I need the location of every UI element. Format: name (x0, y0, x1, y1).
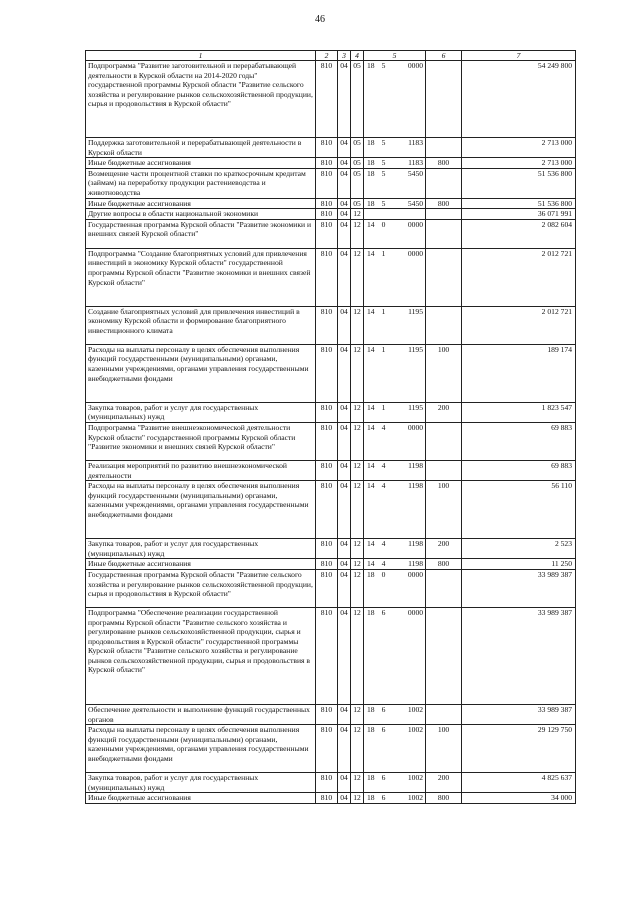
table-row (86, 607, 576, 704)
row-target-subprogram: 4 (378, 460, 390, 480)
row-target-direction: 1195 (390, 402, 426, 422)
row-name: Обеспечение деятельности и выполнение функций государственных органов (86, 704, 316, 724)
row-subsection: 05 (351, 138, 364, 158)
row-expense-type (426, 138, 462, 158)
row-name: Закупка товаров, работ и услуг для государственных (муниципальных) нужд (86, 773, 316, 793)
row-target-subprogram: 6 (378, 725, 390, 773)
row-name: Другие вопросы в области национальной экономики (86, 209, 316, 220)
row-target-subprogram: 4 (378, 539, 390, 559)
row-subsection: 12 (351, 402, 364, 422)
row-name: Расходы на выплаты персоналу в целях обеспечения выполнения функций государственными (муниципальными) органами, казенными учреждениями, органами управления государственными внебюджетными фондами (86, 725, 316, 773)
row-ved: 810 (316, 219, 338, 248)
row-amount: 33 989 387 (462, 607, 576, 704)
row-subsection: 12 (351, 344, 364, 402)
row-amount: 2 523 (462, 539, 576, 559)
table-row (86, 198, 576, 209)
row-ved: 810 (316, 773, 338, 793)
row-name: Закупка товаров, работ и услуг для государственных (муниципальных) нужд (86, 539, 316, 559)
budget-table (85, 50, 576, 804)
table-row (86, 306, 576, 344)
row-section: 04 (338, 209, 351, 220)
table-row (86, 422, 576, 460)
row-target-subprogram: 4 (378, 559, 390, 570)
row-expense-type: 100 (426, 725, 462, 773)
table-row (86, 344, 576, 402)
row-expense-type: 800 (426, 198, 462, 209)
row-name: Возмещение части процентной ставки по краткосрочным кредитам (займам) на переработку продукции растениеводства и животноводства (86, 168, 316, 198)
table-row (86, 168, 576, 198)
row-amount: 11 250 (462, 559, 576, 570)
row-amount: 51 536 800 (462, 198, 576, 209)
row-section: 04 (338, 460, 351, 480)
row-ved: 810 (316, 168, 338, 198)
row-section: 04 (338, 158, 351, 169)
row-target-program: 18 (364, 61, 378, 138)
row-target-program: 18 (364, 158, 378, 169)
row-subsection: 12 (351, 725, 364, 773)
row-name: Расходы на выплаты персоналу в целях обеспечения выполнения функций государственными (муниципальными) органами, казенными учреждениями, органами управления государственными внебюджетными фондами (86, 481, 316, 539)
row-ved: 810 (316, 158, 338, 169)
row-subsection: 12 (351, 481, 364, 539)
row-expense-type: 800 (426, 559, 462, 570)
row-expense-type (426, 61, 462, 138)
table-row (86, 773, 576, 793)
row-target-program: 14 (364, 481, 378, 539)
row-target-program: 18 (364, 198, 378, 209)
row-expense-type (426, 168, 462, 198)
table-row (86, 725, 576, 773)
row-target-program: 18 (364, 168, 378, 198)
row-expense-type (426, 209, 462, 220)
row-subsection: 12 (351, 773, 364, 793)
row-amount: 36 071 991 (462, 209, 576, 220)
header-col-2: 2 (316, 51, 338, 61)
row-target-direction: 1183 (390, 138, 426, 158)
row-amount: 2 012 721 (462, 248, 576, 306)
row-target-program: 18 (364, 569, 378, 607)
row-target-program: 14 (364, 559, 378, 570)
row-section: 04 (338, 793, 351, 804)
row-section: 04 (338, 539, 351, 559)
row-target-direction: 1002 (390, 704, 426, 724)
row-subsection: 12 (351, 219, 364, 248)
row-section: 04 (338, 569, 351, 607)
row-expense-type (426, 704, 462, 724)
row-ved: 810 (316, 198, 338, 209)
row-ved: 810 (316, 481, 338, 539)
row-amount: 33 989 387 (462, 704, 576, 724)
row-subsection: 12 (351, 460, 364, 480)
header-col-1: 1 (86, 51, 316, 61)
row-target-direction: 1002 (390, 793, 426, 804)
row-expense-type (426, 569, 462, 607)
row-target-direction: 1195 (390, 344, 426, 402)
row-expense-type: 200 (426, 402, 462, 422)
row-amount: 69 883 (462, 460, 576, 480)
row-amount: 2 713 000 (462, 138, 576, 158)
row-section: 04 (338, 725, 351, 773)
row-expense-type (426, 607, 462, 704)
row-amount: 56 110 (462, 481, 576, 539)
row-target-subprogram: 6 (378, 793, 390, 804)
row-expense-type (426, 219, 462, 248)
row-section: 04 (338, 168, 351, 198)
row-expense-type: 800 (426, 793, 462, 804)
row-amount: 51 536 800 (462, 168, 576, 198)
table-row (86, 569, 576, 607)
row-subsection: 12 (351, 209, 364, 220)
header-col-3: 3 (338, 51, 351, 61)
table-row (86, 248, 576, 306)
row-subsection: 12 (351, 539, 364, 559)
row-ved: 810 (316, 344, 338, 402)
row-target-subprogram: 4 (378, 481, 390, 539)
row-target-direction: 1198 (390, 460, 426, 480)
table-row (86, 793, 576, 804)
row-target-program: 14 (364, 539, 378, 559)
row-amount: 34 000 (462, 793, 576, 804)
row-ved: 810 (316, 138, 338, 158)
table-row (86, 61, 576, 138)
row-section: 04 (338, 422, 351, 460)
row-target-direction: 1002 (390, 773, 426, 793)
row-expense-type: 100 (426, 344, 462, 402)
row-amount: 69 883 (462, 422, 576, 460)
table-row (86, 481, 576, 539)
row-subsection: 05 (351, 168, 364, 198)
row-expense-type: 800 (426, 158, 462, 169)
row-target-program: 18 (364, 793, 378, 804)
row-name: Подпрограмма "Обеспечение реализации государственной программы Курской области "Развитие сельского хозяйства и регулирование рынков сельскохозяйственной продукции, сырья и продовольствия в Курской области" государственной программы Курской области "Развитие сельского хозяйства и регулирование рынков сельскохозяйственной продукции, сырья и продовольствия в Курской области" (86, 607, 316, 704)
row-subsection: 05 (351, 158, 364, 169)
row-target-direction: 1183 (390, 158, 426, 169)
row-target-direction: 1198 (390, 481, 426, 539)
row-target-subprogram: 1 (378, 248, 390, 306)
row-ved: 810 (316, 607, 338, 704)
row-subsection: 12 (351, 793, 364, 804)
row-target-subprogram: 4 (378, 422, 390, 460)
row-subsection: 12 (351, 306, 364, 344)
row-amount: 2 082 604 (462, 219, 576, 248)
row-subsection: 12 (351, 248, 364, 306)
row-name: Иные бюджетные ассигнования (86, 793, 316, 804)
row-target-direction: 1195 (390, 306, 426, 344)
row-expense-type (426, 422, 462, 460)
row-section: 04 (338, 704, 351, 724)
row-expense-type: 200 (426, 773, 462, 793)
table-row (86, 704, 576, 724)
row-section: 04 (338, 344, 351, 402)
row-expense-type: 200 (426, 539, 462, 559)
row-name: Иные бюджетные ассигнования (86, 198, 316, 209)
row-amount: 33 989 387 (462, 569, 576, 607)
row-name: Государственная программа Курской области "Развитие сельского хозяйства и регулирование рынков сельскохозяйственной продукции, сырья и продовольствия в Курской области" (86, 569, 316, 607)
row-name: Подпрограмма "Создание благоприятных условий для привлечения инвестиций в экономику Курской области" государственной программы Курской области "Развитие экономики и внешних связей Курской области" (86, 248, 316, 306)
row-target-direction: 0000 (390, 61, 426, 138)
table-row (86, 209, 576, 220)
row-ved: 810 (316, 539, 338, 559)
row-section: 04 (338, 248, 351, 306)
row-target-program: 18 (364, 138, 378, 158)
row-name: Иные бюджетные ассигнования (86, 158, 316, 169)
row-target-direction: 1002 (390, 725, 426, 773)
row-section: 04 (338, 306, 351, 344)
row-name: Создание благоприятных условий для привлечения инвестиций в экономику Курской области и формирование благоприятного инвестиционного климата (86, 306, 316, 344)
row-expense-type (426, 306, 462, 344)
row-target-direction: 1198 (390, 559, 426, 570)
row-target-subprogram: 1 (378, 344, 390, 402)
row-target-direction (390, 209, 426, 220)
header-col-7: 7 (462, 51, 576, 61)
row-target-subprogram: 6 (378, 607, 390, 704)
row-name: Поддержка заготовительной и перерабатывающей деятельности в Курской области (86, 138, 316, 158)
row-target-subprogram (378, 209, 390, 220)
table-row (86, 402, 576, 422)
row-target-direction: 5450 (390, 198, 426, 209)
row-section: 04 (338, 61, 351, 138)
row-amount: 2 713 000 (462, 158, 576, 169)
row-target-program (364, 209, 378, 220)
row-amount: 2 012 721 (462, 306, 576, 344)
row-target-direction: 5450 (390, 168, 426, 198)
row-ved: 810 (316, 704, 338, 724)
row-target-program: 14 (364, 422, 378, 460)
row-subsection: 12 (351, 569, 364, 607)
header-col-5: 5 (364, 51, 426, 61)
row-name: Расходы на выплаты персоналу в целях обеспечения выполнения функций государственными (муниципальными) органами, казенными учреждениями, органами управления государственными внебюджетными фондами (86, 344, 316, 402)
row-target-direction: 0000 (390, 248, 426, 306)
table-row (86, 219, 576, 248)
row-amount: 29 129 750 (462, 725, 576, 773)
row-ved: 810 (316, 402, 338, 422)
header-col-4: 4 (351, 51, 364, 61)
row-expense-type (426, 460, 462, 480)
row-name: Закупка товаров, работ и услуг для государственных (муниципальных) нужд (86, 402, 316, 422)
row-target-subprogram: 5 (378, 138, 390, 158)
row-target-subprogram: 5 (378, 198, 390, 209)
row-target-direction: 0000 (390, 607, 426, 704)
table-row (86, 460, 576, 480)
row-target-subprogram: 6 (378, 704, 390, 724)
row-target-program: 14 (364, 219, 378, 248)
row-name: Реализация мероприятий по развитию внешнеэкономической деятельности (86, 460, 316, 480)
row-amount: 54 249 800 (462, 61, 576, 138)
row-section: 04 (338, 559, 351, 570)
row-target-direction: 0000 (390, 219, 426, 248)
row-amount: 4 825 637 (462, 773, 576, 793)
row-section: 04 (338, 138, 351, 158)
row-ved: 810 (316, 559, 338, 570)
row-target-program: 14 (364, 306, 378, 344)
row-ved: 810 (316, 725, 338, 773)
row-target-program: 18 (364, 773, 378, 793)
row-target-subprogram: 5 (378, 168, 390, 198)
table-row (86, 158, 576, 169)
row-expense-type (426, 248, 462, 306)
table-row (86, 539, 576, 559)
table-row (86, 138, 576, 158)
row-target-direction: 0000 (390, 569, 426, 607)
row-section: 04 (338, 198, 351, 209)
row-target-subprogram: 6 (378, 773, 390, 793)
row-expense-type: 100 (426, 481, 462, 539)
row-amount: 1 823 547 (462, 402, 576, 422)
row-name: Подпрограмма "Развитие заготовительной и перерабатывающей деятельности в Курской области на 2014-2020 годы" государственной программы Курской области "Развитие сельского хозяйства и регулирование рынков сельскохозяйственной продукции, сырья и продовольствия в Курской области" (86, 61, 316, 138)
row-section: 04 (338, 773, 351, 793)
row-target-direction: 0000 (390, 422, 426, 460)
row-target-program: 14 (364, 402, 378, 422)
row-target-direction: 1198 (390, 539, 426, 559)
row-subsection: 05 (351, 198, 364, 209)
row-ved: 810 (316, 569, 338, 607)
row-amount: 189 174 (462, 344, 576, 402)
row-target-subprogram: 5 (378, 158, 390, 169)
row-subsection: 12 (351, 559, 364, 570)
row-section: 04 (338, 219, 351, 248)
page-number: 46 (315, 14, 325, 25)
row-ved: 810 (316, 422, 338, 460)
row-target-subprogram: 0 (378, 219, 390, 248)
row-ved: 810 (316, 306, 338, 344)
row-name: Подпрограмма "Развитие внешнеэкономической деятельности Курской области" государственной программы Курской области "Развитие экономики и внешних связей Курской области" (86, 422, 316, 460)
header-row (86, 51, 576, 61)
row-ved: 810 (316, 61, 338, 138)
row-name: Государственная программа Курской области "Развитие экономики и внешних связей Курской области" (86, 219, 316, 248)
row-name: Иные бюджетные ассигнования (86, 559, 316, 570)
row-target-subprogram: 1 (378, 306, 390, 344)
row-ved: 810 (316, 209, 338, 220)
row-target-program: 14 (364, 248, 378, 306)
row-subsection: 05 (351, 61, 364, 138)
table-body (86, 61, 576, 804)
row-ved: 810 (316, 793, 338, 804)
row-section: 04 (338, 481, 351, 539)
row-ved: 810 (316, 248, 338, 306)
row-target-subprogram: 0 (378, 569, 390, 607)
table-row (86, 559, 576, 570)
row-target-program: 18 (364, 704, 378, 724)
row-target-program: 18 (364, 725, 378, 773)
row-target-subprogram: 1 (378, 402, 390, 422)
row-target-program: 18 (364, 607, 378, 704)
row-subsection: 12 (351, 704, 364, 724)
row-target-program: 14 (364, 344, 378, 402)
header-col-6: 6 (426, 51, 462, 61)
row-target-subprogram: 5 (378, 61, 390, 138)
row-target-program: 14 (364, 460, 378, 480)
row-subsection: 12 (351, 422, 364, 460)
row-ved: 810 (316, 460, 338, 480)
row-section: 04 (338, 607, 351, 704)
row-subsection: 12 (351, 607, 364, 704)
row-section: 04 (338, 402, 351, 422)
